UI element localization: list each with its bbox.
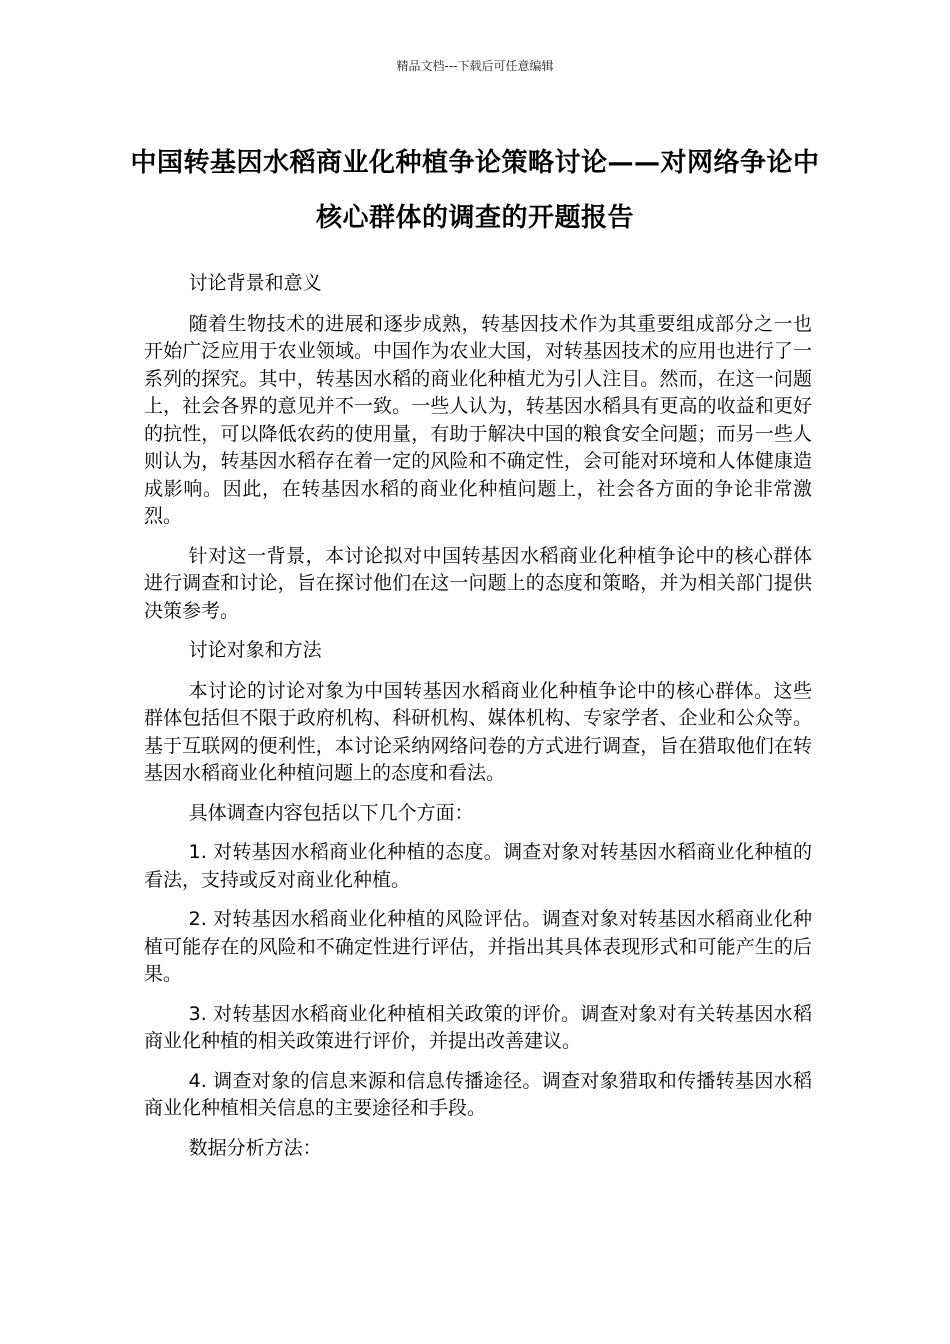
- list-item-3: 3. 对转基因水稻商业化种植相关政策的评价。调查对象对有关转基因水稻商业化种植的相关政策进行评价，并提出改善建议。: [144, 1002, 812, 1052]
- list-item-1: 1. 对转基因水稻商业化种植的态度。调查对象对转基因水稻商业化种植的看法，支持或反对商业化种植。: [144, 841, 812, 891]
- document-title: 中国转基因水稻商业化种植争论策略讨论——对网络争论中核心群体的调查的开题报告: [130, 148, 820, 233]
- list-item-2: 2. 对转基因水稻商业化种植的风险评估。调查对象对转基因水稻商业化种植可能存在的风险和不确定性进行评估，并指出其具体表现形式和可能产生的后果。: [144, 908, 812, 985]
- section-heading-background: 讨论背景和意义: [188, 272, 322, 294]
- list-item-4: 4. 调查对象的信息来源和信息传播途径。调查对象猎取和传播转基因水稻商业化种植相关信息的主要途径和手段。: [144, 1069, 812, 1119]
- paragraph-content-intro: 具体调查内容包括以下几个方面：: [188, 801, 474, 824]
- header-note: 精品文档---下载后可任意编辑: [396, 59, 554, 73]
- paragraph-background-2: 针对这一背景，本讨论拟对中国转基因水稻商业化种植争论中的核心群体进行调查和讨论，旨在探讨他们在这一问题上的态度和策略，并为相关部门提供决策参考。: [144, 544, 812, 622]
- paragraph-background-1: 随着生物技术的进展和逐步成熟，转基因技术作为其重要组成部分之一也开始广泛应用于农业领域。中国作为农业大国，对转基因技术的应用也进行了一系列的探究。其中，转基因水稻的商业化种植尤为引人注目。然而，在这一问题上，社会各界的意见并不一致。一些人认为，转基因水稻具有更高的收益和更好的抗性，可以降低农药的使用量，有助于解决中国的粮食安全问题；而另一些人则认为，转基因水稻存在着一定的风险和不确定性，会可能对环境和人体健康造成影响。因此，在转基因水稻的商业化种植问题上，社会各方面的争论非常激烈。: [144, 312, 812, 527]
- document-body: [144, 270, 812, 1175]
- section-heading-analysis: 数据分析方法：: [188, 1136, 322, 1159]
- section-heading-method: 讨论对象和方法: [188, 639, 322, 661]
- paragraph-method-1: 本讨论的讨论对象为中国转基因水稻商业化种植争论中的核心群体。这些群体包括但不限于政府机构、科研机构、媒体机构、专家学者、企业和公众等。基于互联网的便利性，本讨论采纳网络问卷的方式进行调查，旨在猎取他们在转基因水稻商业化种植问题上的态度和看法。: [144, 679, 812, 784]
